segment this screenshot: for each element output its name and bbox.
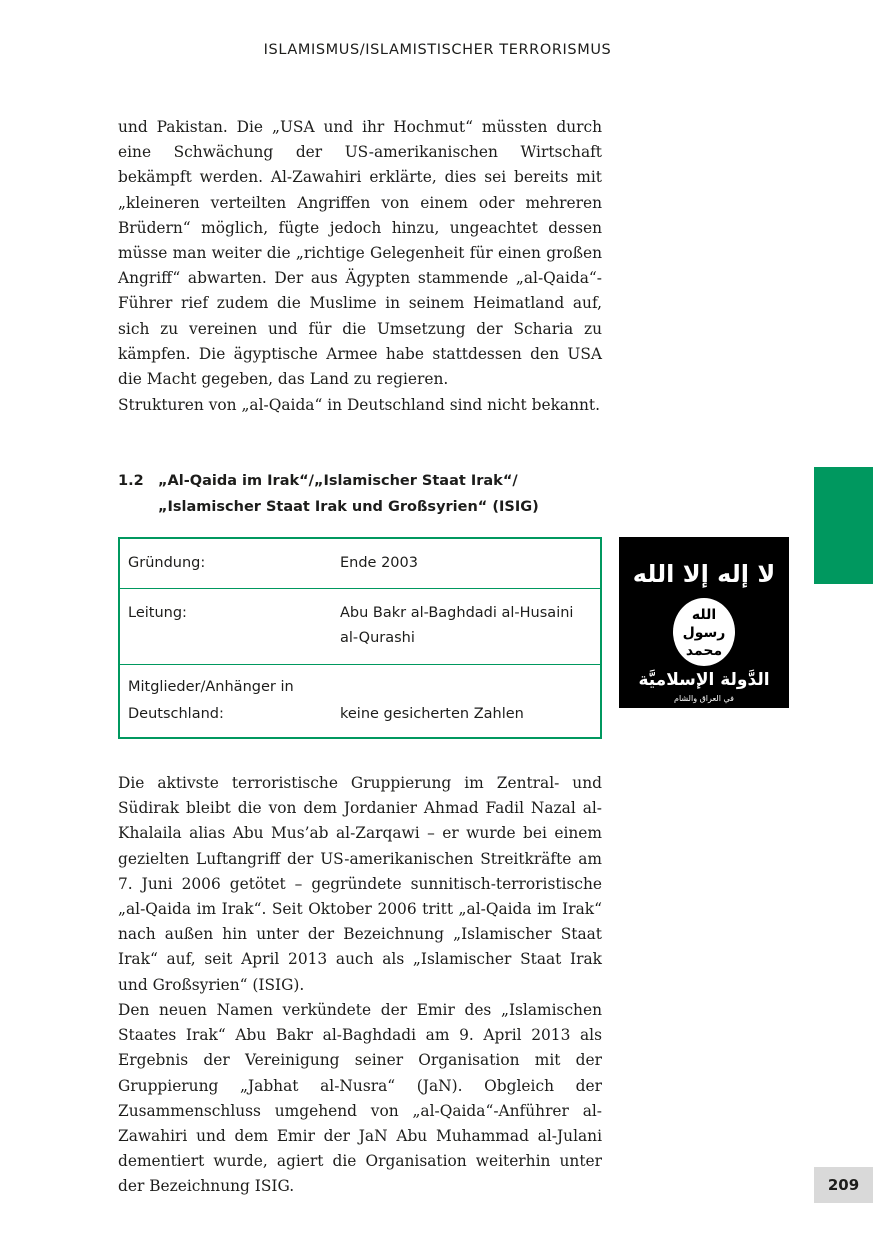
info-row-founding: [120, 539, 600, 589]
info-value-line-2: al-Qurashi: [340, 630, 415, 646]
info-table: [118, 537, 602, 739]
paragraph-1: und Pakistan. Die „USA und ihr Hochmut“ müssten durch eine Schwächung der US-amerikanischen Wirtschaft bekämpft werden. Al-Zawahiri erklärte, dies sei bereits mit „kleineren verteilten Angriffen von einem oder mehreren Brüdern“ möglich, fügte jedoch hinzu, ungeachtet dessen müsse man weiter die „richtige Gelegenheit für einen großen Angriff“ abwarten. Der aus Ägypten stammende „al-Qaida“-Führer rief zudem die Muslime in seinem Heimatland auf, sich zu vereinen und für die Umsetzung der Scharia zu kämpfen. Die ägyptische Armee habe stattdessen den USA die Macht gegeben, das Land zu regieren.: [118, 118, 602, 389]
paragraph-3: Die aktivste terroristische Gruppierung im Zentral- und Südirak bleibt die von dem Jordanier Ahmad Fadil Nazal al-Khalaila alias Abu Mus’ab al-Zarqawi – er wurde bei einem gezielten Luftangriff der US-amerikanischen Streitkräfte am 7. Juni 2006 getötet – gegründete sunnitisch-terroristische „al-Qaida im Irak“. Seit Oktober 2006 tritt „al-Qaida im Irak“ nach außen hin unter der Bezeichnung „Islamischer Staat Irak“ auf, seit April 2013 auch als „Islamischer Staat Irak und Großsyrien“ (ISIG).: [118, 774, 602, 994]
paragraph-2: Strukturen von „al-Qaida“ in Deutschland sind nicht bekannt.: [118, 396, 600, 414]
info-value-line-1: Abu Bakr al-Baghdadi al-Husaini: [340, 605, 574, 621]
flag-small-text: في العراق والشام: [674, 694, 734, 703]
page-number: 209: [814, 1167, 873, 1203]
flag-seal-line-3: محمد: [685, 643, 723, 659]
info-row-leadership: [120, 589, 600, 665]
running-header: ISLAMISMUS/ISLAMISTISCHER TERRORISMUS: [263, 42, 612, 58]
info-label: Leitung:: [128, 605, 187, 621]
info-label-line-1: Mitglieder/Anhänger in: [128, 679, 294, 695]
flag-bottom-text: الدَّولة الإسلاميَّة: [638, 670, 770, 690]
info-label: Gründung:: [128, 555, 206, 571]
section-number: 1.2: [118, 473, 144, 489]
flag-graphic: [619, 537, 789, 708]
section-title-line-1: „Al-Qaida im Irak“/„Islamischer Staat Irak“/: [158, 473, 518, 489]
info-label-line-2: Deutschland:: [128, 706, 224, 722]
flag-seal-line-1: الله: [691, 607, 717, 623]
info-value: Ende 2003: [340, 555, 418, 571]
flag-seal-line-2: رسول: [682, 625, 726, 641]
section-heading: [118, 468, 602, 520]
chapter-tab-marker: [814, 467, 873, 584]
section-title-line-2: „Islamischer Staat Irak und Großsyrien“ (ISIG): [158, 499, 539, 515]
flag-top-text: لا إله إلا الله: [632, 560, 776, 588]
paragraph-4: Den neuen Namen verkündete der Emir des „Islamischen Staates Irak“ Abu Bakr al-Baghdadi am 9. April 2013 als Ergebnis der Vereinigung seiner Organisation mit der Gruppierung „Jabhat al-Nusra“ (JaN). Obgleich der Zusammenschluss umgehend von „al-Qaida“-Anführer al-Zawahiri und dem Emir der JaN Abu Muhammad al-Julani dementiert wurde, agiert die Organisation weiterhin unter der Bezeichnung ISIG.: [118, 1001, 602, 1196]
isig-flag-image: [619, 537, 789, 708]
info-value: keine gesicherten Zahlen: [340, 706, 524, 722]
info-row-members: [120, 665, 600, 735]
